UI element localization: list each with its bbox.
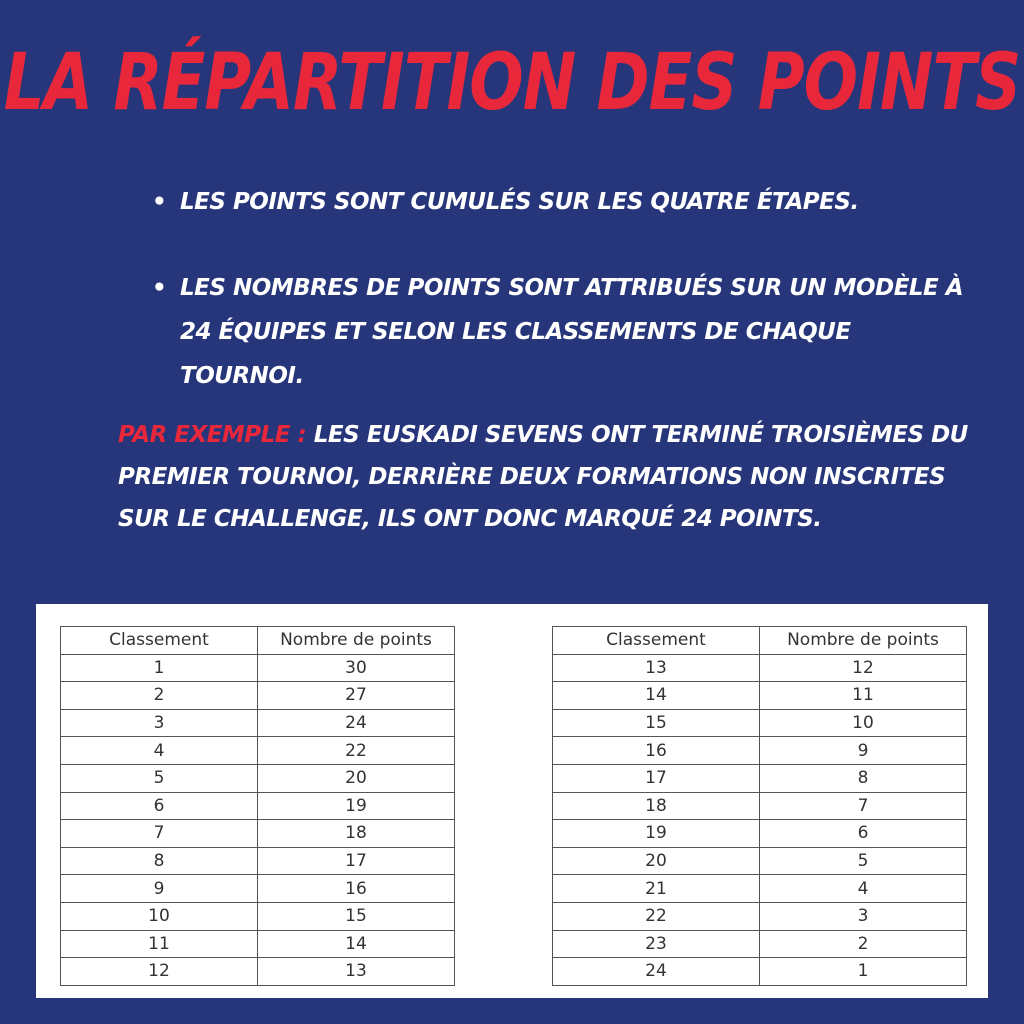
- table-row: [553, 792, 967, 820]
- points-cell: 3: [760, 902, 967, 930]
- header-classement: Classement: [553, 627, 760, 655]
- rank-cell: 13: [553, 654, 760, 682]
- rank-cell: 20: [553, 847, 760, 875]
- rank-cell: 17: [553, 764, 760, 792]
- rank-cell: 2: [61, 682, 258, 710]
- header-classement: Classement: [61, 627, 258, 655]
- rank-cell: 9: [61, 875, 258, 903]
- rank-cell: 8: [61, 847, 258, 875]
- rank-cell: 11: [61, 930, 258, 958]
- example-lead: PAR EXEMPLE :: [118, 422, 307, 448]
- rank-cell: 19: [553, 820, 760, 848]
- table-row: [553, 902, 967, 930]
- points-cell: 19: [258, 792, 455, 820]
- table-row: [553, 737, 967, 765]
- points-cell: 20: [258, 764, 455, 792]
- bullet-item: • LES NOMBRES DE POINTS SONT ATTRIBUÉS SUR UN MODÈLE À 24 ÉQUIPES ET SELON LES CLASSEMENTS DE CHAQUE TOURNOI.: [150, 266, 970, 398]
- rank-cell: 3: [61, 709, 258, 737]
- table-row: [61, 875, 455, 903]
- table-row: [553, 709, 967, 737]
- rank-cell: 12: [61, 958, 258, 986]
- table-row: [553, 847, 967, 875]
- table-row: [61, 902, 455, 930]
- table-row: [553, 682, 967, 710]
- points-cell: 11: [760, 682, 967, 710]
- points-cell: 1: [760, 958, 967, 986]
- table-row: [61, 958, 455, 986]
- points-cell: 15: [258, 902, 455, 930]
- rank-cell: 6: [61, 792, 258, 820]
- example-paragraph: [118, 414, 978, 540]
- example-text: LES EUSKADI SEVENS ONT TERMINÉ TROISIÈMES DU PREMIER TOURNOI, DERRIÈRE DEUX FORMATIONS NON INSCRITES SUR LE CHALLENGE, ILS ONT DONC MARQUÉ 24 POINTS.: [118, 422, 968, 532]
- points-cell: 22: [258, 737, 455, 765]
- rank-cell: 4: [61, 737, 258, 765]
- rank-cell: 16: [553, 737, 760, 765]
- table-row: [61, 820, 455, 848]
- points-cell: 10: [760, 709, 967, 737]
- table-row: [553, 930, 967, 958]
- table-row: [553, 875, 967, 903]
- table-row: [61, 930, 455, 958]
- points-cell: 17: [258, 847, 455, 875]
- bullet-list: [150, 180, 970, 398]
- table-row: [61, 682, 455, 710]
- points-table-panel: [36, 604, 988, 998]
- points-cell: 4: [760, 875, 967, 903]
- points-cell: 5: [760, 847, 967, 875]
- rank-cell: 22: [553, 902, 760, 930]
- rank-cell: 18: [553, 792, 760, 820]
- table-row: [553, 654, 967, 682]
- points-cell: 2: [760, 930, 967, 958]
- points-cell: 16: [258, 875, 455, 903]
- points-cell: 14: [258, 930, 455, 958]
- table-row: [553, 820, 967, 848]
- table-row: [61, 654, 455, 682]
- page-title: LA RÉPARTITION DES POINTS: [3, 38, 1021, 129]
- points-cell: 24: [258, 709, 455, 737]
- points-cell: 13: [258, 958, 455, 986]
- rank-cell: 14: [553, 682, 760, 710]
- table-row: [61, 737, 455, 765]
- rank-cell: 5: [61, 764, 258, 792]
- rank-cell: 7: [61, 820, 258, 848]
- rank-cell: 21: [553, 875, 760, 903]
- rank-cell: 23: [553, 930, 760, 958]
- header-points: Nombre de points: [760, 627, 967, 655]
- points-cell: 18: [258, 820, 455, 848]
- table-header-row: [61, 627, 455, 655]
- points-cell: 8: [760, 764, 967, 792]
- table-row: [61, 764, 455, 792]
- rank-cell: 15: [553, 709, 760, 737]
- rank-cell: 24: [553, 958, 760, 986]
- header-points: Nombre de points: [258, 627, 455, 655]
- table-header-row: [553, 627, 967, 655]
- table-row: [553, 958, 967, 986]
- points-cell: 12: [760, 654, 967, 682]
- table-row: [61, 792, 455, 820]
- table-row: [61, 709, 455, 737]
- rank-cell: 1: [61, 654, 258, 682]
- points-cell: 30: [258, 654, 455, 682]
- points-table-left: [60, 626, 455, 986]
- points-cell: 27: [258, 682, 455, 710]
- table-row: [553, 764, 967, 792]
- points-cell: 7: [760, 792, 967, 820]
- points-cell: 6: [760, 820, 967, 848]
- rank-cell: 10: [61, 902, 258, 930]
- table-row: [61, 847, 455, 875]
- points-table-right: [552, 626, 967, 986]
- points-cell: 9: [760, 737, 967, 765]
- bullet-item: • LES POINTS SONT CUMULÉS SUR LES QUATRE ÉTAPES.: [150, 180, 970, 224]
